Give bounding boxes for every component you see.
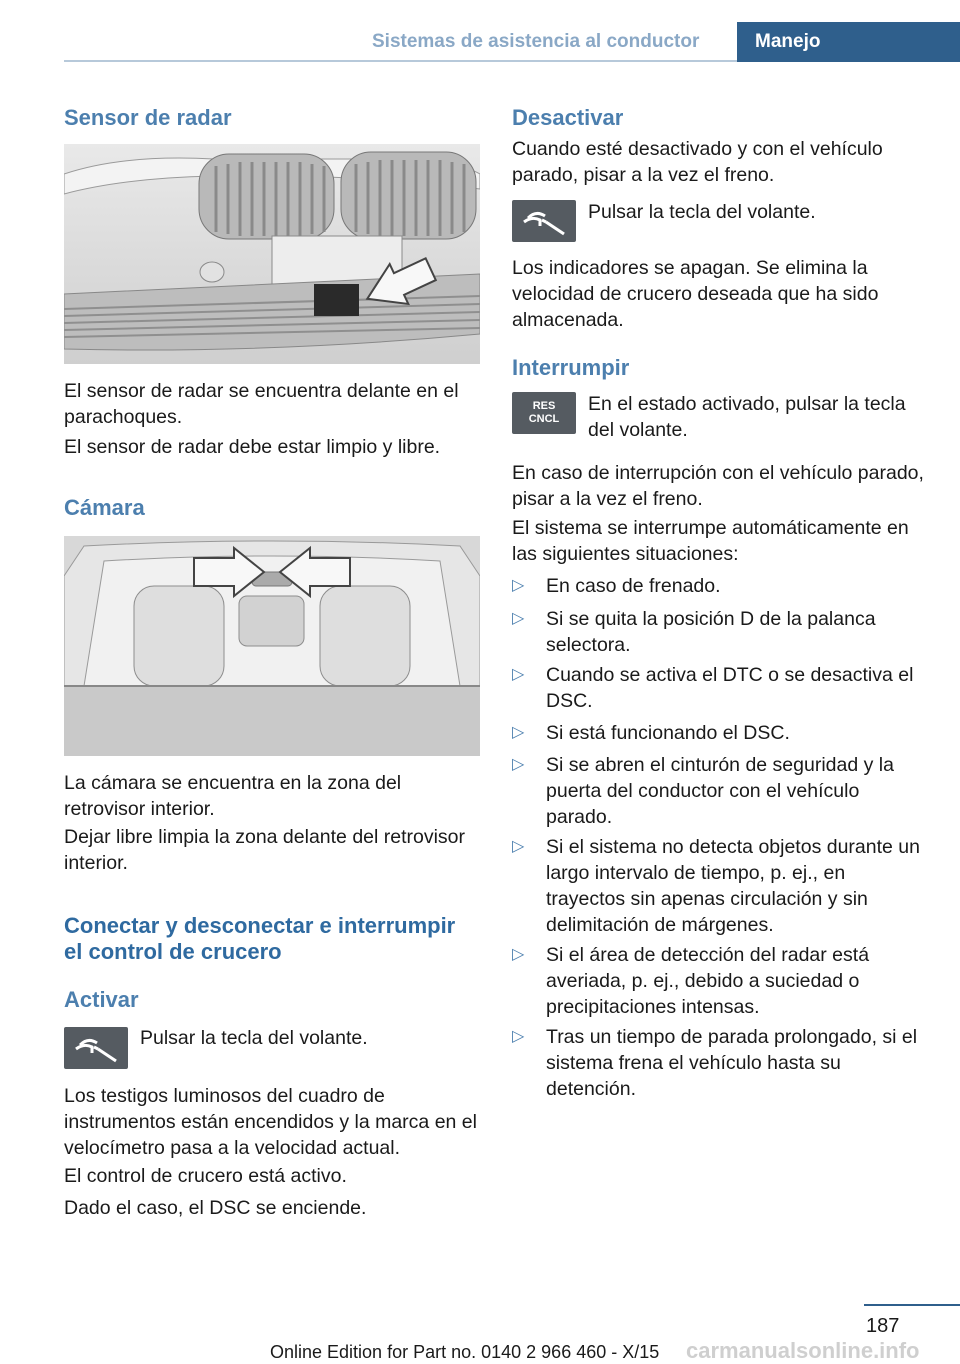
triangle-bullet-icon: ▷ [512,666,525,683]
interrupt-paragraph-2: El sistema se interrumpe automáticamente en las siguientes situaciones: [512,517,909,565]
interrupt-paragraph-1: En caso de interrupción con el vehículo parado, pisar a la vez el freno. [512,462,924,510]
deactivate-heading: Desactivar [512,105,624,130]
radar-sensor-figure [64,144,480,364]
triangle-bullet-icon: ▷ [512,838,525,855]
triangle-bullet-icon: ▷ [512,577,525,594]
triangle-bullet-icon: ▷ [512,724,525,741]
triangle-bullet-icon: ▷ [512,1028,525,1045]
header-chapter-tab [737,22,960,62]
deactivate-paragraph-2: Los indicadores se apagan. Se elimina la velocidad de crucero deseada que ha sido almacenada. [512,257,879,331]
res-cncl-key-icon [512,392,576,434]
triangle-bullet-icon: ▷ [512,946,525,963]
activate-paragraph-3: Dado el caso, el DSC se enciende. [64,1197,367,1219]
camera-illustration [64,536,480,756]
page-number: 187 [866,1315,900,1337]
camera-paragraph-1: La cámara se encuentra en la zona del retrovisor interior. [64,772,402,820]
header-rule [64,60,737,62]
deactivate-paragraph-1: Cuando esté desactivado y con el vehículo parado, pisar a la vez el freno. [512,138,883,186]
triangle-bullet-icon: ▷ [512,756,525,773]
activate-paragraph-1: Los testigos luminosos del cuadro de instrumentos están encendidos y la marca en el velocímetro pasa a la velocidad actual. [64,1085,477,1159]
activate-heading: Activar [64,987,139,1012]
camera-paragraph-2: Dejar libre limpia la zona delante del retrovisor interior. [64,826,466,874]
radar-paragraph-1: El sensor de radar se encuentra delante en el parachoques. [64,380,459,428]
cruise-control-key-icon [512,200,576,242]
cncl-key-label: CNCL [528,413,560,425]
activate-key-instruction: Pulsar la tecla del volante. [140,1027,368,1049]
watermark: carmanualsonline.info [686,1338,920,1363]
camera-figure [64,536,480,756]
triangle-bullet-icon: ▷ [512,610,525,627]
edition-footer: Online Edition for Part no. 0140 2 966 460 - X/15 [270,1342,660,1362]
header-chapter-label: Manejo [755,31,821,52]
radar-paragraph-2: El sensor de radar debe estar limpio y libre. [64,436,441,458]
header-section-title: Sistemas de asistencia al conductor [372,31,700,52]
interrupt-key-instruction: En el estado activado, pulsar la tecla del volante. [588,393,906,441]
radar-heading: Sensor de radar [64,105,232,130]
interrupt-heading: Interrumpir [512,355,630,380]
camera-heading: Cámara [64,495,145,520]
activate-paragraph-2: El control de crucero está activo. [64,1165,347,1187]
deactivate-key-instruction: Pulsar la tecla del volante. [588,201,816,223]
footer-rule [864,1304,960,1306]
cruise-control-key-icon [64,1027,128,1069]
cruise-control-heading-line-1: Conectar y desconectar e interrumpir [64,913,456,938]
cruise-control-heading-line-2: el control de crucero [64,939,282,964]
res-key-label: RES [532,400,556,412]
radar-sensor-illustration [64,144,480,364]
